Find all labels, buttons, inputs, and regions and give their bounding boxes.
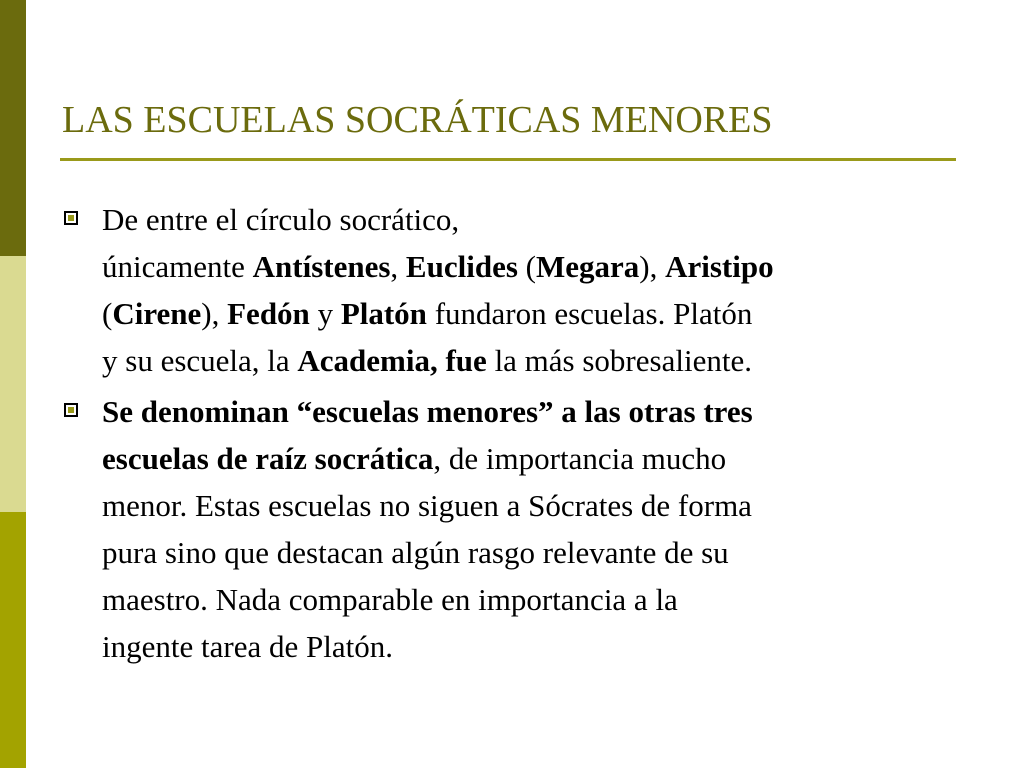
text-run: menor. Estas escuelas no siguen a Sócrates de forma xyxy=(102,488,752,523)
bullet-item xyxy=(62,196,972,384)
square-bullet-icon xyxy=(64,211,78,225)
bullet-line xyxy=(102,337,972,384)
bullet-item xyxy=(62,388,972,670)
bold-text-run: Academia, fue xyxy=(297,343,487,378)
sidebar-band-middle xyxy=(0,256,26,512)
text-run: , de importancia mucho xyxy=(433,441,727,476)
text-run: De entre el círculo socrático, xyxy=(102,202,460,237)
bold-text-run: Megara xyxy=(535,249,640,284)
bullet-line xyxy=(102,388,972,435)
text-run: fundaron escuelas. Platón xyxy=(426,296,753,331)
text-run: maestro. Nada comparable en importancia a la xyxy=(102,582,678,617)
bold-text-run: Cirene xyxy=(112,296,202,331)
bold-text-run: Fedón xyxy=(227,296,310,331)
square-bullet-icon xyxy=(64,403,78,417)
bold-text-run: escuelas de raíz socrática xyxy=(102,441,434,476)
bullet-line xyxy=(102,482,972,529)
text-run: pura sino que destacan algún rasgo relevante de su xyxy=(102,535,729,570)
slide-title: LAS ESCUELAS SOCRÁTICAS MENORES xyxy=(62,99,773,141)
bold-text-run: Aristipo xyxy=(665,249,774,284)
text-run: y xyxy=(309,296,341,331)
bold-text-run: Antístenes xyxy=(252,249,391,284)
text-run: ( xyxy=(102,296,113,331)
bullet-line xyxy=(102,623,972,670)
bullet-line xyxy=(102,290,972,337)
bullet-line xyxy=(102,196,972,243)
bullet-line xyxy=(102,243,972,290)
slide-content xyxy=(62,196,972,670)
text-run: únicamente xyxy=(102,249,253,284)
text-run: ( xyxy=(517,249,536,284)
bold-text-run: Platón xyxy=(340,296,427,331)
bullet-line xyxy=(102,435,972,482)
bold-text-run: Euclides xyxy=(405,249,518,284)
bullet-line xyxy=(102,529,972,576)
text-run: , xyxy=(390,249,406,284)
title-underline xyxy=(60,158,956,161)
sidebar-band-bottom xyxy=(0,512,26,768)
text-run: ), xyxy=(639,249,666,284)
sidebar-band-top xyxy=(0,0,26,256)
text-run: la más sobresaliente. xyxy=(486,343,752,378)
bullet-line xyxy=(102,576,972,623)
sidebar-decoration xyxy=(0,0,26,768)
bold-text-run: Se denominan “escuelas menores” a las otras tres xyxy=(102,394,753,429)
text-run: ingente tarea de Platón. xyxy=(102,629,393,664)
text-run: y su escuela, la xyxy=(102,343,298,378)
text-run: ), xyxy=(201,296,228,331)
